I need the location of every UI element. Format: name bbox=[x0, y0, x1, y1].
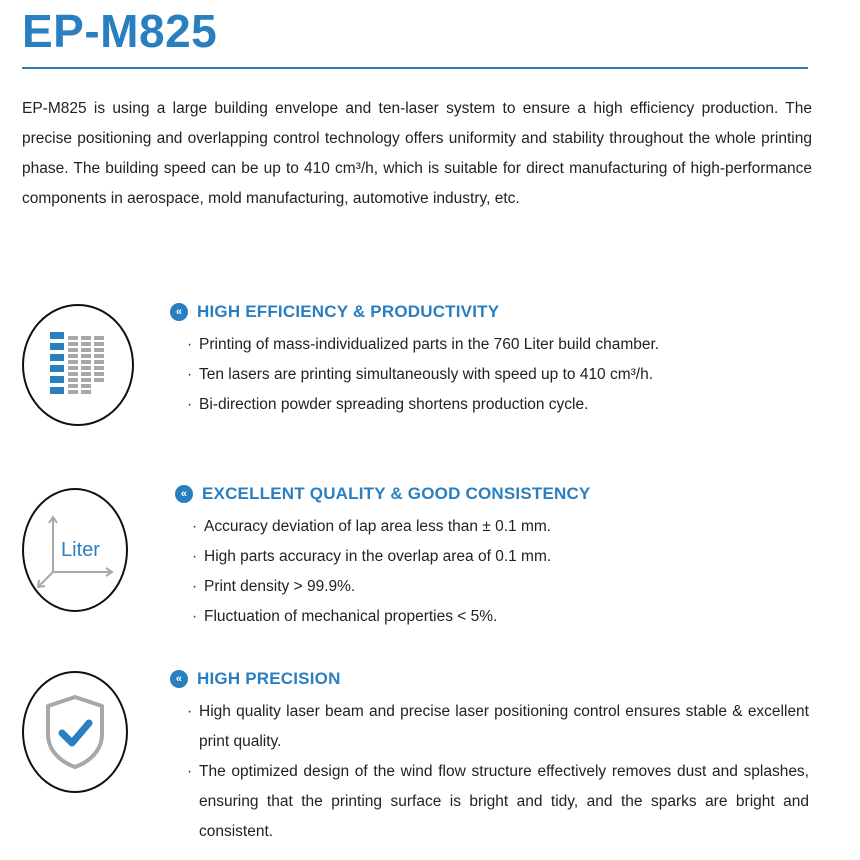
precision-bullet-list bbox=[187, 697, 809, 847]
double-chevron-icon: « bbox=[170, 670, 188, 688]
title-divider bbox=[22, 67, 808, 69]
quality-heading-text: EXCELLENT QUALITY & GOOD CONSISTENCY bbox=[202, 484, 591, 503]
list-item: · Printing of mass-individualized parts in the 760 Liter build chamber. bbox=[187, 330, 787, 360]
efficiency-heading bbox=[170, 302, 499, 322]
list-item: · Accuracy deviation of lap area less than ± 0.1 mm. bbox=[192, 512, 792, 542]
liter-axis-icon bbox=[35, 510, 115, 590]
double-chevron-icon: « bbox=[170, 303, 188, 321]
double-chevron-icon: « bbox=[175, 485, 193, 503]
efficiency-bullet-list bbox=[187, 330, 787, 420]
precision-heading-text: HIGH PRECISION bbox=[197, 669, 341, 688]
intro-paragraph: EP-M825 is using a large building envelope and ten-laser system to ensure a high efficiency production. The precise positioning and overlapping control technology offers uniformity and stability throughout the whole printing phase. The building speed can be up to 410 cm³/h, which is suitable for direct manufacturing of high-performance components in aerospace, mold manufacturing, automotive industry, etc. bbox=[22, 100, 812, 207]
precision-heading bbox=[170, 669, 341, 689]
list-item: · The optimized design of the wind flow structure effectively removes dust and splashes, ensuring that the printing surface is bright and tidy, and the sparks are bright and consistent. bbox=[187, 757, 809, 847]
page-title: EP-M825 bbox=[22, 5, 218, 57]
list-item: · Fluctuation of mechanical properties < 5%. bbox=[192, 602, 792, 632]
list-item: · Print density > 99.9%. bbox=[192, 572, 792, 602]
stacked-bars-icon bbox=[48, 330, 108, 400]
efficiency-icon-circle bbox=[22, 304, 134, 426]
shield-check-icon bbox=[43, 694, 107, 770]
quality-icon-circle bbox=[22, 488, 128, 612]
list-item: · Ten lasers are printing simultaneously with speed up to 410 cm³/h. bbox=[187, 360, 787, 390]
list-item: · High quality laser beam and precise laser positioning control ensures stable & excellent print quality. bbox=[187, 697, 809, 757]
quality-heading bbox=[175, 484, 590, 504]
list-item: · Bi-direction powder spreading shortens production cycle. bbox=[187, 390, 787, 420]
efficiency-heading-text: HIGH EFFICIENCY & PRODUCTIVITY bbox=[197, 302, 500, 321]
quality-bullet-list bbox=[192, 512, 792, 632]
liter-label: Liter bbox=[61, 539, 100, 561]
list-item: · High parts accuracy in the overlap area of 0.1 mm. bbox=[192, 542, 792, 572]
precision-icon-circle bbox=[22, 671, 128, 793]
